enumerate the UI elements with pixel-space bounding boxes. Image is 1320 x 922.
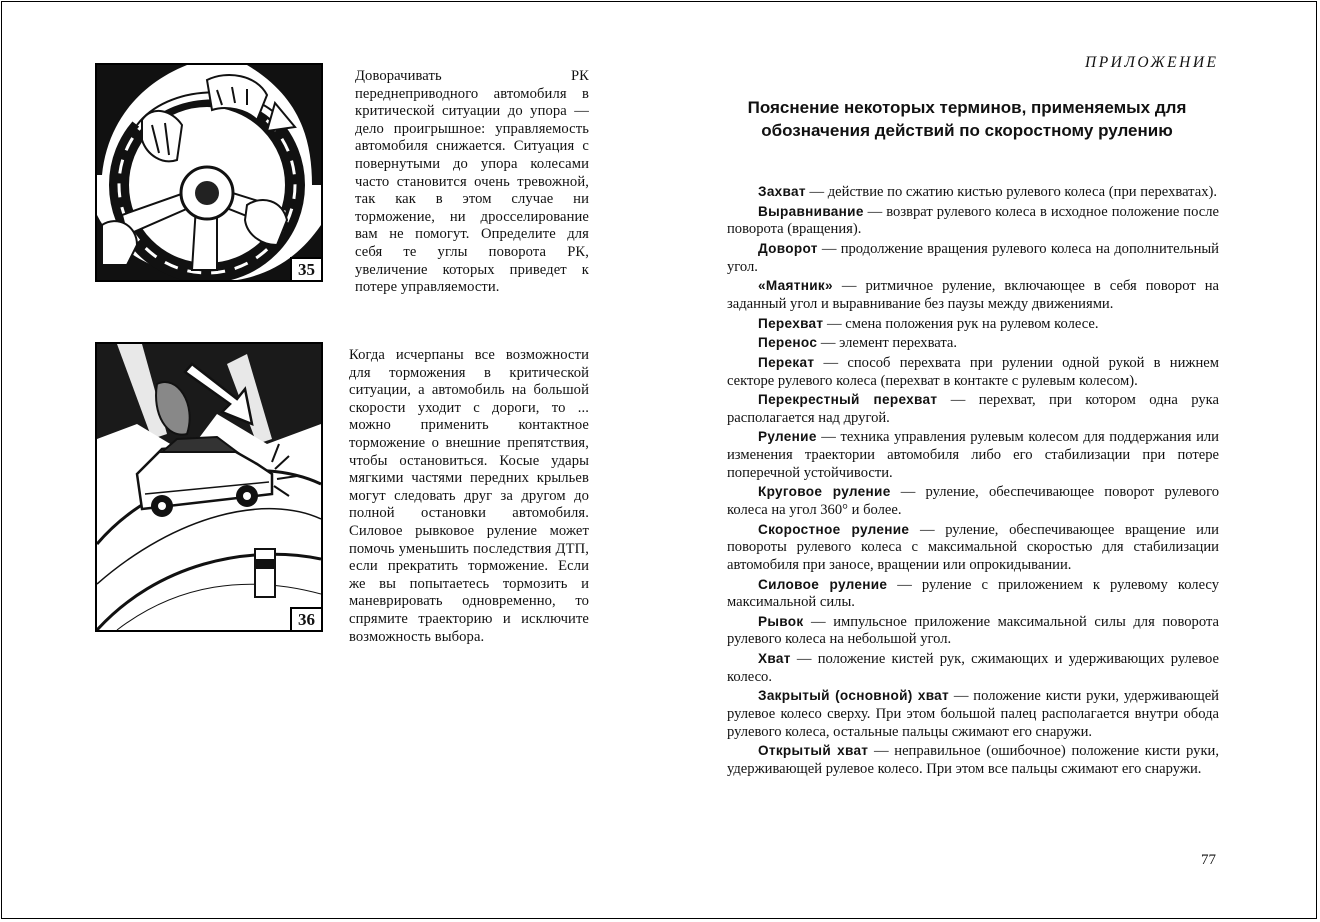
section-label: ПРИЛОЖЕНИЕ	[1085, 54, 1219, 71]
glossary-entry	[727, 354, 1219, 390]
glossary-definition: — возврат рулевого колеса в исходное положение после поворота (вращения).	[727, 203, 1219, 238]
glossary-definition: — продолжение вращения рулевого колеса на дополнительный угол.	[727, 240, 1219, 275]
glossary-definition: — техника управления рулевым колесом для поддержания или изменения траектории автомобиля либо его стабилизации при потере поперечной устойчивости.	[727, 429, 1219, 481]
glossary-entry	[727, 315, 1219, 334]
glossary-term: Открытый хват	[758, 743, 869, 759]
glossary-list	[727, 183, 1219, 780]
glossary-entry	[727, 183, 1219, 202]
glossary-entry	[727, 428, 1219, 482]
page-number: 77	[1201, 852, 1216, 868]
glossary-entry	[727, 483, 1219, 519]
glossary-term: Перекат	[758, 354, 815, 370]
glossary-definition: — неправильное (ошибочное) положение кисти руки, удерживающей рулевое колесо. При этом все пальцы сжимают его снаружи.	[727, 743, 1219, 777]
glossary-term: Хват	[758, 651, 791, 667]
glossary-entry	[727, 277, 1219, 313]
caption-text: Когда исчерпаны все возможности для торможения в критической ситуации, а автомобиль на большой скорости уходит с дороги, то ... можно применить контактное торможение о внешние препятствия, чтобы остановиться. Косые удары мягкими частями передних крыльев могут следовать друг за другом до полной остановки автомобиля. Силовое рывковое руление может помочь уменьшить последствия ДТП, если прекратить торможение. Если же вы попытаетесь тормозить и маневрировать одновременно, то спрямите траекторию и исключите возможность выбора.	[349, 347, 589, 645]
caption-figure-36	[349, 347, 589, 646]
steering-wheel-illustration	[97, 65, 321, 280]
glossary-term: Руление	[758, 429, 817, 445]
glossary-definition: — положение кисти руки, удерживающей рулевое колесо сверху. При этом большой палец располагается внутри обода рулевого колеса, остальные пальцы сжимают его снаружи.	[727, 688, 1219, 740]
figure-35	[95, 63, 323, 282]
glossary-definition: — руление, обеспечивающее поворот рулевого колеса на угол 360° и более.	[727, 484, 1219, 518]
glossary-term: Перенос	[758, 335, 818, 351]
page-title: Пояснение некоторых терминов, применяемых для обозначения действий по скоростному рулению	[747, 98, 1187, 140]
glossary-entry	[727, 391, 1219, 427]
glossary-term: «Маятник»	[758, 278, 833, 294]
glossary-term: Круговое руление	[758, 484, 891, 500]
glossary-term: Перекрестный перехват	[758, 392, 938, 408]
glossary-definition: — импульсное приложение максимальной силы для поворота рулевого колеса на небольшой угол.	[727, 613, 1219, 648]
glossary-definition: — руление с приложением к рулевому колесу максимальной силы.	[727, 576, 1220, 611]
glossary-definition: — способ перехвата при рулении одной рукой в нижнем секторе рулевого колеса (перехват в контакте с рулевым колесом).	[727, 354, 1219, 389]
glossary-definition: — перехват, при котором одна рука располагается над другой.	[727, 392, 1219, 426]
glossary-entry	[727, 521, 1219, 575]
glossary-term: Закрытый (основной) хват	[758, 688, 949, 704]
glossary-definition: — действие по сжатию кистью рулевого колеса (при перехватах).	[805, 184, 1218, 200]
glossary-definition: — ритмичное руление, включающее в себя поворот на заданный угол и выравнивание без паузы между движениями.	[727, 278, 1219, 312]
caption-text: Доворачивать РК переднеприводного автомобиля в критической ситуации до упора — дело проигрышное: управляемость автомобиля снижается. Ситуация с повернутыми до упора колесами часто становится очень тревожной, так как в этом случае ни торможение, ни дросселирование вам не помогут. Определите для себя те углы поворота РК, увеличение которых приведет к потере управляемости.	[355, 68, 589, 296]
glossary-term: Скоростное руление	[758, 521, 910, 537]
glossary-entry	[727, 687, 1219, 741]
glossary-entry	[727, 334, 1219, 353]
glossary-term: Силовое руление	[758, 576, 888, 592]
glossary-definition: — элемент перехвата.	[817, 335, 958, 352]
glossary-term: Перехват	[758, 315, 824, 331]
glossary-definition: — положение кистей рук, сжимающих и удерживающих рулевое колесо.	[727, 651, 1219, 685]
glossary-entry	[727, 613, 1219, 649]
glossary-term: Захват	[758, 184, 806, 199]
figure-number: 36	[290, 607, 323, 632]
glossary-definition: — руление, обеспечивающее вращение или повороты рулевого колеса с максимальной скоростью для стабилизации автомобиля при заносе, вращении или опрокидывании.	[727, 521, 1219, 573]
caption-figure-35	[355, 68, 589, 297]
glossary-term: Рывок	[758, 613, 804, 629]
glossary-definition: — смена положения рук на рулевом колесе.	[823, 315, 1099, 332]
glossary-term: Выравнивание	[758, 203, 864, 219]
glossary-entry	[727, 203, 1219, 239]
figure-number: 35	[290, 257, 323, 282]
glossary-entry	[727, 240, 1219, 276]
glossary-entry	[727, 576, 1219, 612]
car-braking-illustration	[97, 344, 321, 630]
glossary-term: Доворот	[758, 240, 818, 256]
glossary-entry	[727, 742, 1219, 778]
glossary-entry	[727, 650, 1219, 686]
figure-36	[95, 342, 323, 632]
